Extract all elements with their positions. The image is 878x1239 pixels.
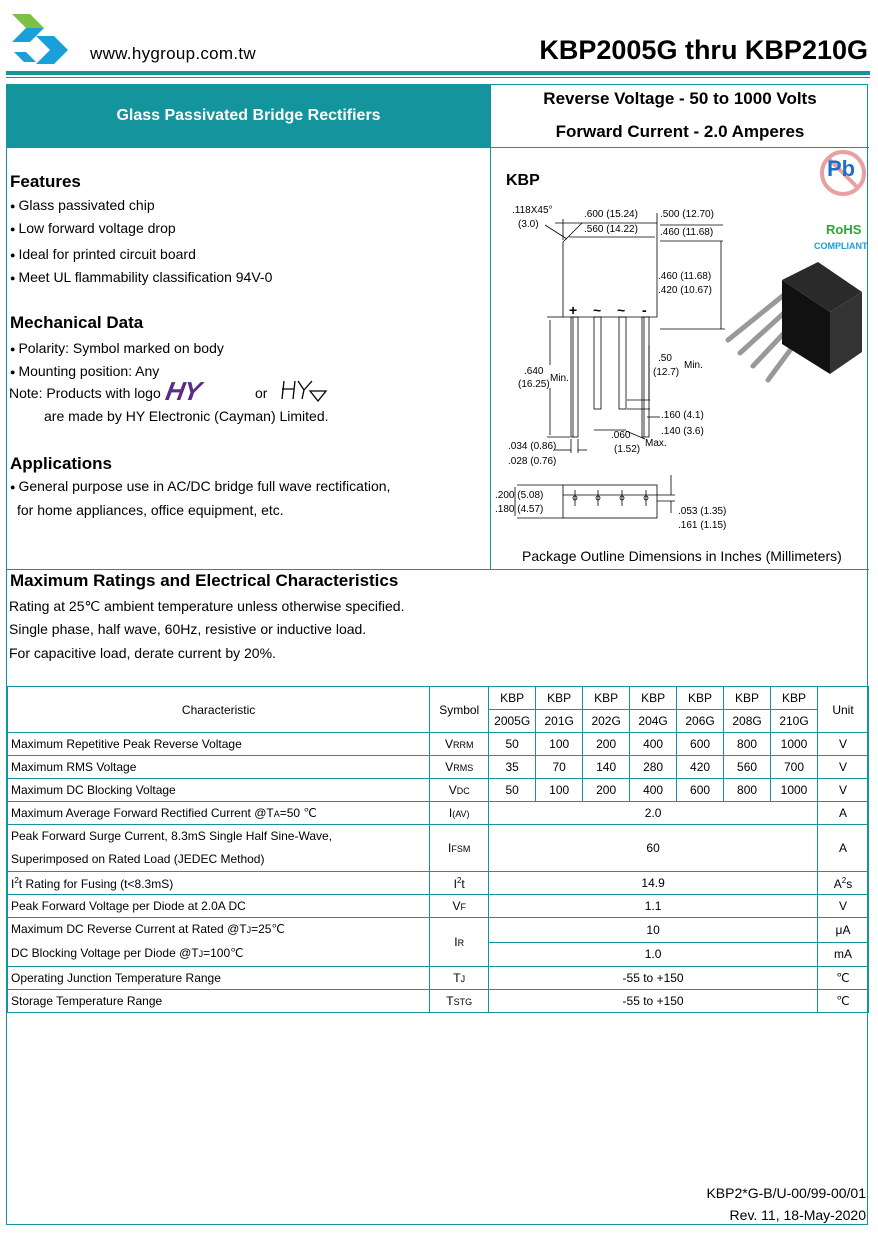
header-part-prefix: KBP: [583, 687, 630, 710]
page-title: KBP2005G thru KBP210G: [539, 35, 868, 65]
forward-current-spec: Forward Current - 2.0 Amperes: [555, 122, 805, 141]
row-value: 50: [489, 733, 536, 756]
dim-t1: .200 (5.08): [495, 490, 544, 501]
characteristics-table: [7, 686, 869, 1013]
package-name: KBP: [506, 172, 540, 189]
dim-r1: .500 (12.70): [660, 209, 714, 220]
row-value: 100: [536, 779, 583, 802]
table-row: [8, 733, 869, 756]
dim-d2: .028 (0.76): [508, 456, 557, 467]
header-part-prefix: KBP: [724, 687, 771, 710]
dim-g1: .060: [611, 430, 631, 441]
header-part-prefix: KBP: [536, 687, 583, 710]
dim-b2: .161 (1.15): [678, 520, 727, 531]
mechanical-heading: Mechanical Data: [10, 313, 144, 332]
mechanical-item: ● Polarity: Symbol marked on body: [10, 340, 224, 356]
row-value: 200: [583, 779, 630, 802]
row-symbol: VRRM: [430, 733, 489, 756]
row-symbol: TSTG: [430, 990, 489, 1013]
application-line-2: for home appliances, office equipment, etc.: [17, 502, 284, 518]
feature-item: ● Low forward voltage drop: [10, 220, 176, 236]
header-part-prefix: KBP: [489, 687, 536, 710]
feature-item: ● Meet UL flammability classification 94V-0: [10, 269, 272, 285]
row-characteristic: Maximum DC Reverse Current at Rated @TJ=25℃ DC Blocking Voltage per Diode @TJ=100℃: [8, 918, 430, 967]
header-part-suffix: 210G: [771, 710, 818, 733]
table-row: [8, 990, 869, 1013]
ratings-heading: Maximum Ratings and Electrical Characteristics: [10, 571, 399, 590]
header-unit: Unit: [817, 687, 868, 733]
header-part-prefix: KBP: [771, 687, 818, 710]
row-value: 60: [489, 825, 818, 872]
row-value: 1.1: [489, 895, 818, 918]
dim-p2: .140 (3.6): [661, 426, 704, 437]
row-unit: $A^2s$: [817, 872, 868, 895]
row-value: 700: [771, 756, 818, 779]
row-value: 1.0: [489, 942, 818, 967]
row-characteristic: Maximum Repetitive Peak Reverse Voltage: [8, 733, 430, 756]
pb-label: Pb: [827, 156, 856, 181]
mechanical-item: ● Mounting position: Any: [10, 363, 159, 379]
row-characteristic: Peak Forward Voltage per Diode at 2.0A DC: [8, 895, 430, 918]
row-unit: mA: [817, 942, 868, 967]
website-url: www.hygroup.com.tw: [90, 44, 257, 63]
table-row: [8, 895, 869, 918]
row-value: 50: [489, 779, 536, 802]
dim-lead2: (16.25): [518, 379, 550, 390]
row-symbol: IFSM: [430, 825, 489, 872]
row-value: 2.0: [489, 802, 818, 825]
row-unit: ℃: [817, 990, 868, 1013]
row-characteristic: Operating Junction Temperature Range: [8, 967, 430, 990]
header-part-suffix: 204G: [630, 710, 677, 733]
dim-h1: .460 (11.68): [658, 271, 712, 282]
divider: [490, 84, 491, 569]
row-value: 800: [724, 779, 771, 802]
note-text: Products with logo: [42, 385, 161, 401]
dim-min: Min.: [550, 373, 569, 384]
row-symbol: $I^2t$: [430, 872, 489, 895]
row-symbol: IR: [430, 918, 489, 967]
rating-note: Single phase, half wave, 60Hz, resistive or inductive load.: [9, 621, 367, 637]
header-symbol: Symbol: [430, 687, 489, 733]
pin-minus: -: [642, 302, 647, 318]
row-unit: A: [817, 802, 868, 825]
header-characteristic: Characteristic: [8, 687, 430, 733]
dim-p1: .160 (4.1): [661, 410, 704, 421]
product-type-banner: Glass Passivated Bridge Rectifiers: [7, 85, 490, 147]
header-rule: [6, 71, 870, 75]
rating-note: Rating at 25℃ ambient temperature unless otherwise specified.: [9, 598, 405, 614]
row-value: 400: [630, 733, 677, 756]
table-row: [8, 802, 869, 825]
note-or: or: [255, 385, 268, 401]
header-part-prefix: KBP: [630, 687, 677, 710]
table-row: [8, 872, 869, 895]
table-row: [8, 918, 869, 943]
header-part-suffix: 202G: [583, 710, 630, 733]
row-value: 1000: [771, 779, 818, 802]
table-row: [8, 825, 869, 872]
table-header-row: [8, 687, 869, 710]
dim-d1: .034 (0.86): [508, 441, 557, 452]
row-value: 35: [489, 756, 536, 779]
pin-plus: +: [569, 302, 578, 318]
dim-h2: .420 (10.67): [658, 285, 712, 296]
note-label: Note:: [9, 385, 43, 401]
company-logo: [10, 12, 76, 70]
row-symbol: VF: [430, 895, 489, 918]
row-unit: V: [817, 779, 868, 802]
dim-min2: Min.: [684, 360, 703, 371]
row-value: 70: [536, 756, 583, 779]
row-unit: V: [817, 733, 868, 756]
divider: [6, 147, 869, 148]
dim-g2: (1.52): [614, 444, 641, 455]
row-characteristic: Maximum Average Forward Rectified Current @TA=50 ℃: [8, 802, 430, 825]
row-value: 100: [536, 733, 583, 756]
row-value: 420: [677, 756, 724, 779]
feature-item: ● Glass passivated chip: [10, 197, 155, 213]
row-value: 1000: [771, 733, 818, 756]
dim-b1: .053 (1.35): [678, 506, 727, 517]
row-characteristic: Maximum RMS Voltage: [8, 756, 430, 779]
row-unit: A: [817, 825, 868, 872]
dim-chamfer: .118X45°: [512, 205, 553, 216]
document-id: KBP2*G-B/U-00/99-00/01: [706, 1185, 866, 1201]
hy-logo-bold: HY: [163, 376, 203, 406]
row-value: 200: [583, 733, 630, 756]
compliant-label: COMPLIANT: [814, 241, 868, 251]
row-characteristic: Maximum DC Blocking Voltage: [8, 779, 430, 802]
table-row: [8, 756, 869, 779]
header-rule-thin: [6, 77, 870, 78]
row-value: 800: [724, 733, 771, 756]
row-unit: V: [817, 895, 868, 918]
row-value: 400: [630, 779, 677, 802]
dim-r2: .460 (11.68): [660, 227, 714, 238]
package-caption: Package Outline Dimensions in Inches (Millimeters): [522, 548, 842, 564]
table-row: [8, 967, 869, 990]
row-value: -55 to +150: [489, 967, 818, 990]
reverse-voltage-spec: Reverse Voltage - 50 to 1000 Volts: [543, 89, 817, 108]
dim-w2: .560 (14.22): [584, 224, 638, 235]
row-symbol: VDC: [430, 779, 489, 802]
header-part-suffix: 201G: [536, 710, 583, 733]
rating-note: For capacitive load, derate current by 20%.: [9, 645, 276, 661]
row-value: 600: [677, 733, 724, 756]
row-symbol: TJ: [430, 967, 489, 990]
hy-logo-outline: [280, 377, 330, 403]
row-characteristic: $I^2t$ Rating for Fusing (t<8.3mS): [8, 872, 430, 895]
dim-sp2: (12.7): [653, 367, 680, 378]
header-part-prefix: KBP: [677, 687, 724, 710]
row-characteristic: Peak Forward Surge Current, 8.3mS Single Half Sine-Wave, Superimposed on Rated Load (JEDEC Method): [8, 825, 430, 872]
application-line: ● General purpose use in AC/DC bridge full wave rectification,: [10, 478, 390, 494]
row-characteristic: Storage Temperature Range: [8, 990, 430, 1013]
row-value: -55 to +150: [489, 990, 818, 1013]
features-heading: Features: [10, 172, 81, 191]
pin-ac-1: ~: [593, 302, 602, 318]
pin-ac-2: ~: [617, 302, 626, 318]
row-value: 560: [724, 756, 771, 779]
feature-item: ● Ideal for printed circuit board: [10, 246, 196, 262]
dim-t2: .180 (4.57): [495, 504, 544, 515]
row-value: 280: [630, 756, 677, 779]
divider: [6, 569, 869, 570]
row-symbol: I(AV): [430, 802, 489, 825]
dim-w1: .600 (15.24): [584, 209, 638, 220]
header-part-suffix: 2005G: [489, 710, 536, 733]
row-unit: V: [817, 756, 868, 779]
table-row: [8, 779, 869, 802]
rohs-label: RoHS: [826, 222, 862, 237]
note-line-2: are made by HY Electronic (Cayman) Limited.: [44, 408, 329, 424]
dim-lead1: .640: [524, 366, 544, 377]
row-value: 140: [583, 756, 630, 779]
row-value: 600: [677, 779, 724, 802]
row-symbol: VRMS: [430, 756, 489, 779]
note-line: [9, 385, 161, 401]
dim-sp1: .50: [658, 353, 672, 364]
header-part-suffix: 206G: [677, 710, 724, 733]
row-unit: ℃: [817, 967, 868, 990]
row-value: 14.9: [489, 872, 818, 895]
revision: Rev. 11, 18-May-2020: [729, 1207, 866, 1223]
dim-max: Max.: [645, 438, 667, 449]
package-photo: [720, 258, 865, 388]
header-part-suffix: 208G: [724, 710, 771, 733]
applications-heading: Applications: [10, 454, 113, 473]
row-value: 10: [489, 918, 818, 943]
dim-chamfer-mm: (3.0): [518, 219, 539, 230]
row-unit: μA: [817, 918, 868, 943]
